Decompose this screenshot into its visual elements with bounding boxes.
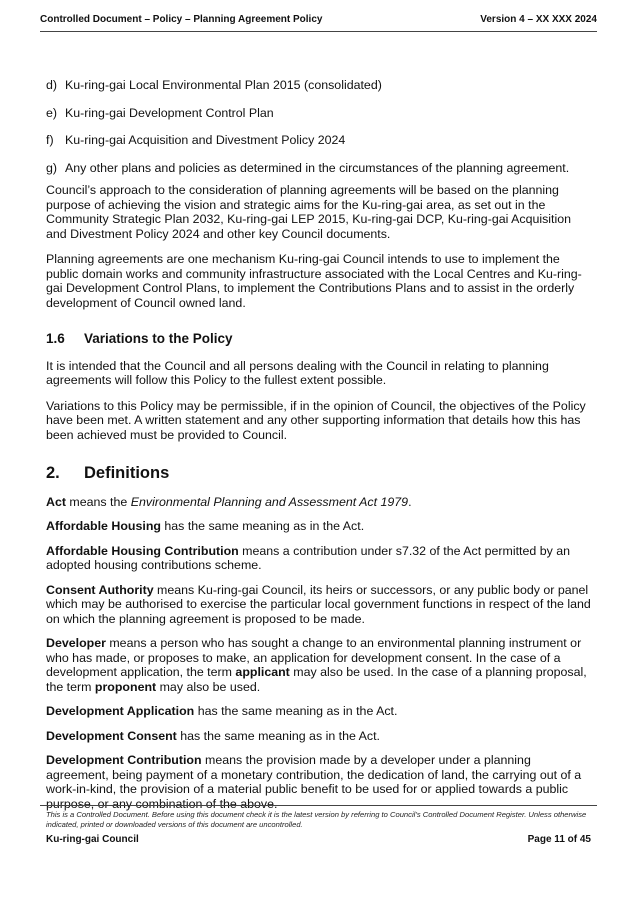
definition-text: means a contribution under s7.32 of the Act permitted by an adopted housing contributions scheme. — [46, 543, 571, 572]
header-version: Version 4 – XX XXX 2024 — [480, 14, 597, 25]
footer-controlled-note: This is a Controlled Document. Before using this document check it is the latest version by referring to Council’s Controlled Document Register. Unless otherwise indicated, printed or downloaded versions of this document are uncontrolled. — [46, 810, 587, 829]
list-marker: g) — [46, 160, 58, 175]
footer-organisation: Ku-ring-gai Council — [46, 834, 139, 845]
definition-text: may also be used. — [156, 679, 261, 694]
definition-term-proponent: proponent — [94, 679, 157, 694]
section-heading-2 — [46, 466, 591, 481]
list-item — [46, 106, 591, 121]
definition-term: Development Application — [46, 704, 195, 718]
page-footer — [46, 834, 591, 845]
definition-term: Affordable Housing — [46, 519, 161, 533]
section-number: 1.6 — [46, 331, 65, 346]
section-number: 2. — [46, 464, 60, 482]
definition-text: . — [408, 494, 412, 509]
list-text: Ku-ring-gai Development Control Plan — [65, 105, 274, 120]
definition-affordable-housing — [46, 519, 591, 534]
list-text: Ku-ring-gai Local Environmental Plan 2015 (consolidated) — [65, 78, 382, 92]
definition-text: means the provision made by a developer under a planning agreement, being payment of a monetary contribution, the dedication of land, the carrying out of a work-in-kind, the provision of a material public benefit to be used for or applied towards a public purpose, or any combination of the above. — [46, 753, 582, 811]
definition-developer — [46, 636, 591, 694]
definition-development-consent — [46, 729, 591, 744]
header-document-title: Controlled Document – Policy – Planning Agreement Policy — [40, 14, 323, 25]
footer-divider — [40, 805, 597, 806]
definition-term: Consent Authority — [46, 582, 154, 597]
list-marker: e) — [46, 105, 58, 120]
definition-term: Affordable Housing Contribution — [46, 543, 239, 558]
page-body — [46, 78, 591, 821]
list-item — [46, 133, 591, 148]
definition-term: Developer — [46, 636, 106, 650]
list-marker: f) — [46, 133, 54, 147]
definition-text: means a person who has sought a change to an environmental planning instrument or who has made, or proposes to make, an application for development consent. In the case of a development application, the term — [46, 636, 582, 679]
section-title: Definitions — [84, 464, 170, 482]
list-text: Ku-ring-gai Acquisition and Divestment Policy 2024 — [65, 133, 346, 147]
definition-term: Act — [46, 494, 66, 509]
page-header — [40, 14, 597, 32]
definition-text: has the same meaning as in the Act. — [176, 728, 380, 743]
list-marker: d) — [46, 78, 58, 92]
definition-term: Development Consent — [46, 728, 177, 743]
definition-development-contribution — [46, 753, 591, 811]
definition-development-application — [46, 704, 591, 719]
paragraph-intent: It is intended that the Council and all persons dealing with the Council in relating to planning agreements will follow this Policy to the fullest extent possible. — [46, 358, 549, 387]
definition-term: Development Contribution — [46, 753, 202, 767]
definition-term-applicant: applicant — [235, 665, 290, 679]
list-item — [46, 78, 591, 93]
definition-text: may also be used. In the case of a planning proposal, the term — [46, 665, 587, 694]
definition-text: has the same meaning as in the Act. — [194, 704, 398, 718]
page-number: Page 11 of 45 — [527, 834, 591, 845]
definition-consent-authority — [46, 583, 591, 627]
act-title: Environmental Planning and Assessment Act 1979 — [130, 494, 409, 509]
paragraph-variations: Variations to this Policy may be permissible, if in the opinion of Council, the objectives of the Policy have been met. A written statement and any other supporting information that details how this has been achieved must be provided to Council. — [46, 398, 586, 442]
definition-text: has the same meaning as in the Act. — [160, 519, 365, 533]
list-text: Any other plans and policies as determined in the circumstances of the planning agreement. — [65, 160, 570, 175]
paragraph-approach: Council’s approach to the consideration of planning agreements will be based on the planning purpose of achieving the vision and strategic aims for the Ku-ring-gai area, as set out in the Community Strategic Plan 2032, Ku-ring-gai LEP 2015, Ku-ring-gai DCP, Ku-ring-gai Acquisition and Divestment Policy 2024 and other key Council documents. — [46, 183, 572, 241]
definition-affordable-housing-contribution — [46, 544, 591, 573]
paragraph-mechanism: Planning agreements are one mechanism Ku-ring-gai Council intends to use to implement the public domain works and community infrastructure associated with the Local Centres and Ku-ring-gai Development Control Plans, to implement the Contributions Plans and to assist in the orderly development of Council owned land. — [46, 252, 582, 310]
definition-act — [46, 495, 591, 510]
section-title: Variations to the Policy — [84, 331, 233, 346]
definition-text: means Ku-ring-gai Council, its heirs or successors, or any public body or panel which may be authorised to exercise the particular local government functions in respect of the land on which the planning agreement is proposed to be made. — [46, 582, 591, 626]
definition-text: means the — [65, 494, 131, 509]
section-heading-1-6 — [46, 332, 591, 347]
list-item — [46, 161, 591, 176]
